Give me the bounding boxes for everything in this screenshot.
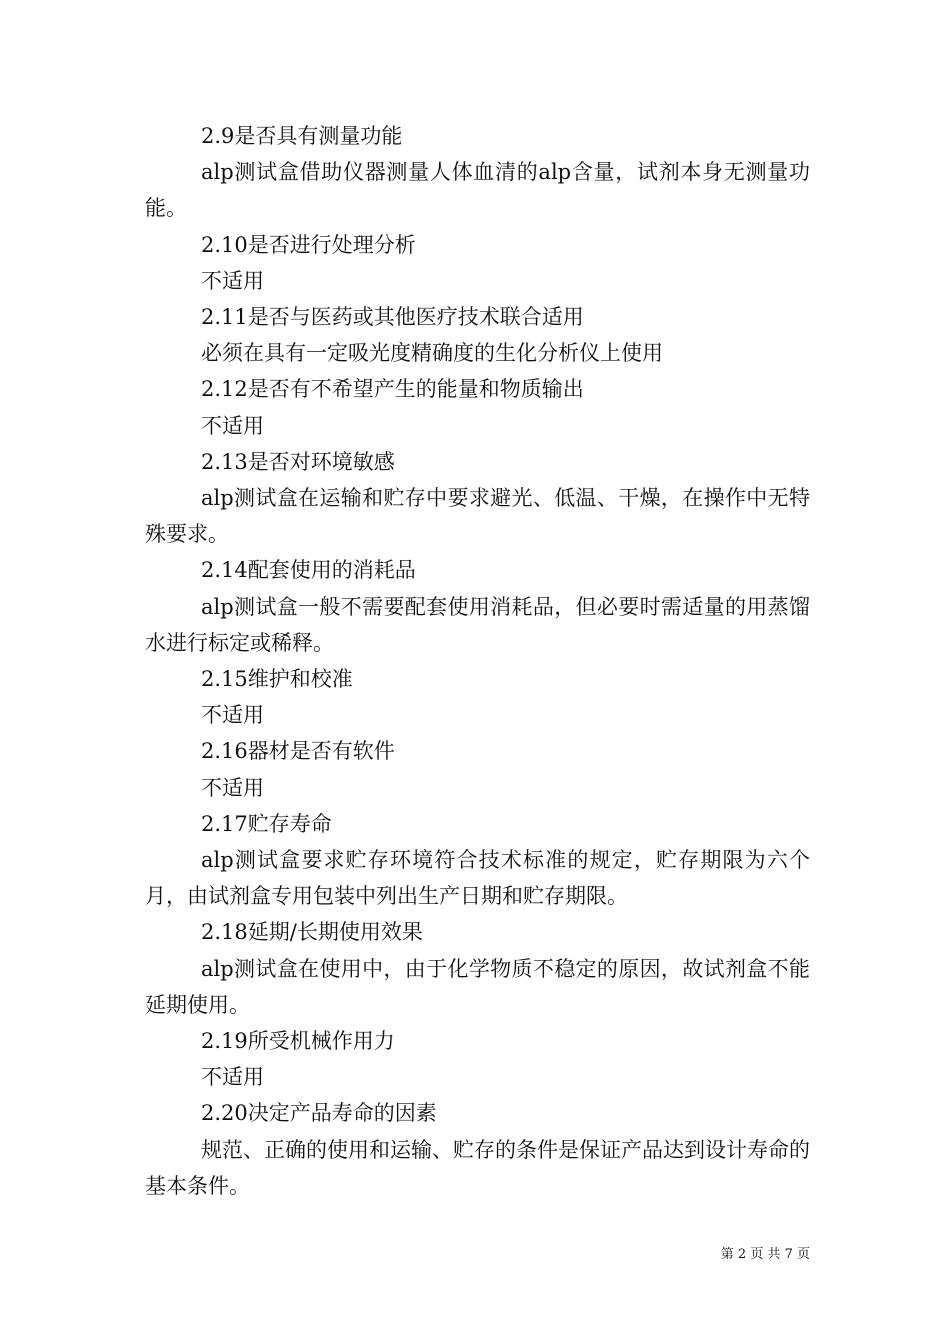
- body-paragraph: 不适用: [201, 413, 264, 438]
- section-heading-2-9: 2.9是否具有测量功能: [201, 124, 403, 148]
- body-paragraph: alp测试盒一般不需要配套使用消耗品，但必要时需适量的用蒸馏水进行标定或稀释。: [145, 594, 810, 655]
- document-body: [145, 118, 810, 1204]
- section-heading-2-13: 2.13是否对环境敏感: [201, 449, 395, 474]
- body-paragraph: 不适用: [201, 775, 264, 800]
- section-heading-2-10: 2.10是否进行处理分析: [201, 232, 416, 257]
- section-heading-2-12: 2.12是否有不希望产生的能量和物质输出: [201, 377, 584, 402]
- body-paragraph: alp测试盒在运输和贮存中要求避光、低温、干燥，在操作中无特殊要求。: [145, 486, 810, 547]
- page-number-footer: 第 2 页 共 7 页: [720, 1247, 810, 1262]
- section-heading-2-19: 2.19所受机械作用力: [201, 1029, 395, 1054]
- body-paragraph: 必须在具有一定吸光度精确度的生化分析仪上使用: [201, 341, 663, 366]
- body-paragraph: 不适用: [201, 703, 264, 728]
- section-heading-2-16: 2.16器材是否有软件: [201, 739, 395, 764]
- section-heading-2-17: 2.17贮存寿命: [201, 811, 332, 836]
- section-heading-2-14: 2.14配套使用的消耗品: [201, 558, 416, 583]
- section-heading-2-18: 2.18延期/长期使用效果: [201, 920, 423, 945]
- section-heading-2-20: 2.20决定产品寿命的因素: [201, 1101, 437, 1126]
- body-paragraph: 不适用: [201, 268, 264, 293]
- body-paragraph: alp测试盒要求贮存环境符合技术标准的规定，贮存期限为六个月，由试剂盒专用包装中列出生产日期和贮存期限。: [145, 848, 810, 909]
- section-heading-2-15: 2.15维护和校准: [201, 667, 353, 692]
- body-paragraph: 不适用: [201, 1065, 264, 1090]
- body-paragraph: alp测试盒借助仪器测量人体血清的alp含量，试剂本身无测量功能。: [145, 160, 810, 221]
- body-paragraph: alp测试盒在使用中，由于化学物质不稳定的原因，故试剂盒不能延期使用。: [145, 956, 810, 1017]
- body-paragraph: 规范、正确的使用和运输、贮存的条件是保证产品达到设计寿命的基本条件。: [145, 1137, 810, 1198]
- section-heading-2-11: 2.11是否与医药或其他医疗技术联合适用: [201, 305, 584, 330]
